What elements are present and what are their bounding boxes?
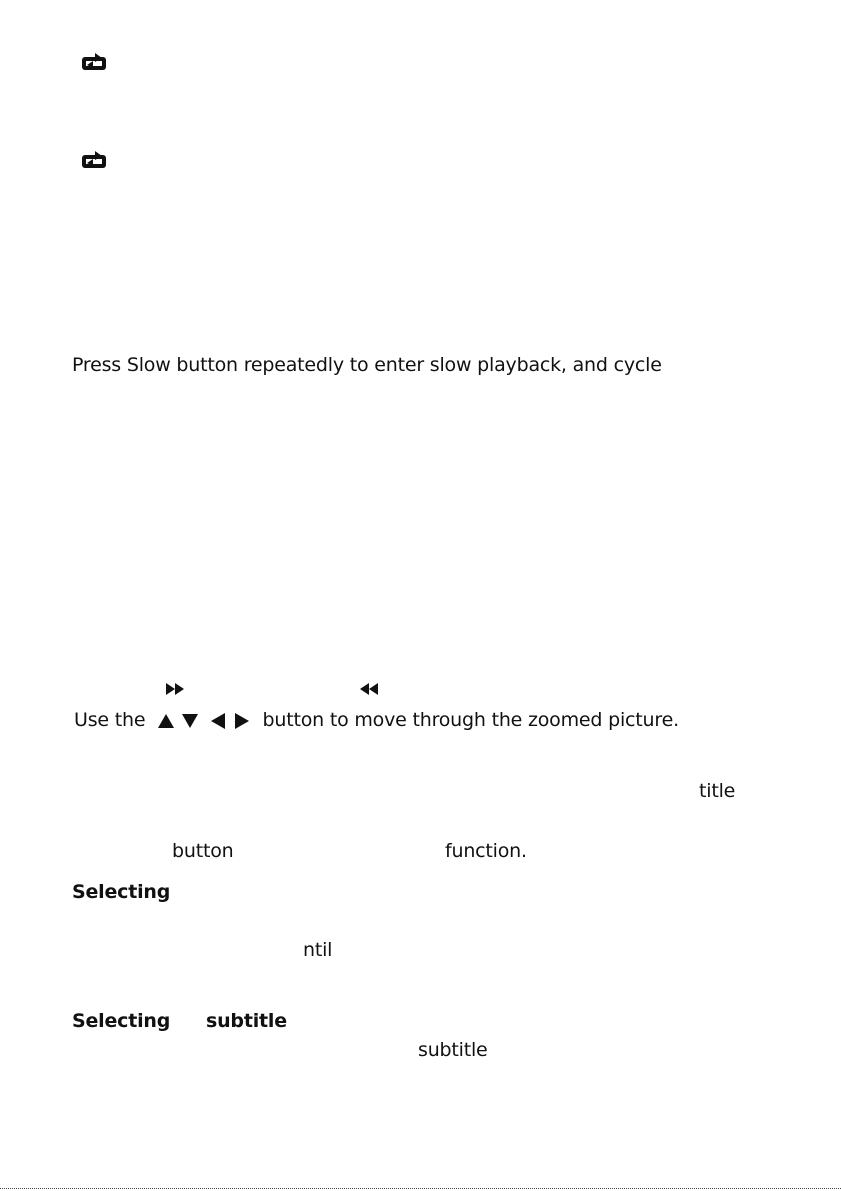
page-bottom-divider (0, 1188, 841, 1189)
selecting-subtitle-heading: Selecting (72, 1010, 171, 1032)
zoom-text-start: Use the (74, 709, 146, 731)
up-arrow-icon (157, 713, 175, 729)
right-arrow-icon (233, 713, 251, 729)
until-fragment: ntil (303, 939, 333, 961)
button-fragment: button (172, 840, 234, 862)
subtitle-heading-word: subtitle (206, 1010, 287, 1032)
title-fragment: title (699, 780, 736, 802)
fast-forward-icon (165, 682, 187, 696)
slow-playback-text: Press Slow button repeatedly to enter slow playback, and cycle (72, 354, 662, 376)
fast-reverse-icon (357, 682, 379, 696)
zoom-text-end: button to move through the zoomed picture. (262, 709, 679, 731)
subtitle-fragment: subtitle (418, 1039, 488, 1061)
zoom-instruction (74, 708, 679, 732)
down-arrow-icon (181, 713, 199, 729)
selecting-heading: Selecting (72, 881, 171, 903)
left-arrow-icon (209, 713, 227, 729)
repeat-icon (81, 53, 107, 71)
repeat-icon (81, 151, 107, 169)
function-fragment: function. (445, 840, 527, 862)
